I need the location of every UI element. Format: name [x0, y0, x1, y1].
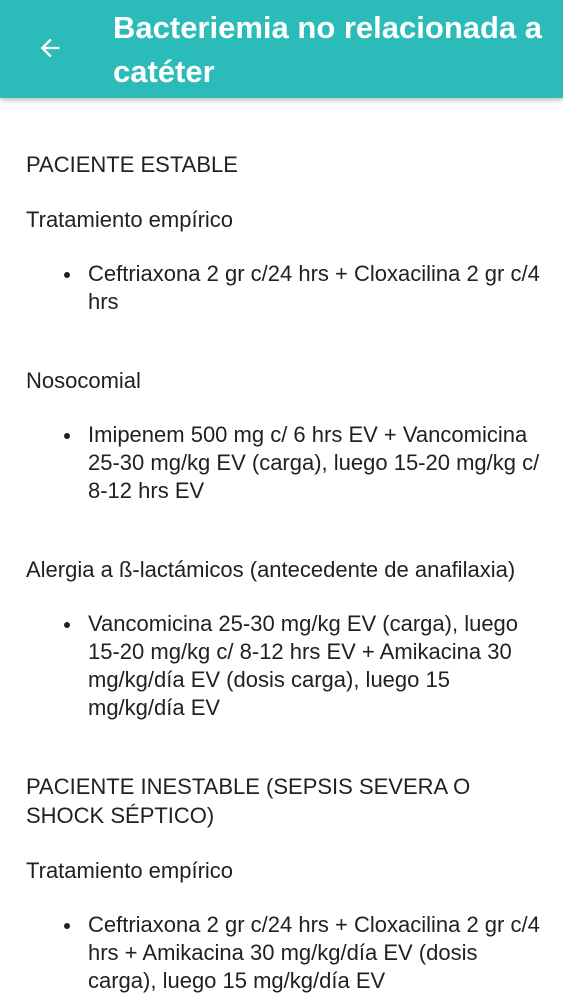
section-heading-stable: PACIENTE ESTABLE [26, 152, 238, 177]
subheading-allergy: Alergia a ß-lactámicos (antecedente de anafilaxia) [26, 557, 516, 582]
back-button[interactable] [28, 26, 72, 70]
bullet-icon [64, 622, 70, 628]
list-item-text: Imipenem 500 mg c/ 6 hrs EV + Vancomicina 25-30 mg/kg EV (carga), luego 15-20 mg/kg c/ 8-12 hrs EV [88, 422, 540, 503]
content-scroll-area[interactable] [0, 98, 563, 1000]
bullet-icon [64, 433, 70, 439]
page-title: Bacteriemia no relacionada a catéter [113, 10, 543, 89]
subheading-nosocomial: Nosocomial [26, 368, 141, 393]
list-item [88, 260, 541, 316]
subheading-empiric-treatment: Tratamiento empírico [26, 858, 234, 883]
treatment-list [26, 911, 541, 995]
list-item-text: Ceftriaxona 2 gr c/24 hrs + Cloxacilina 2 gr c/4 hrs [88, 261, 540, 314]
treatment-list [26, 421, 541, 505]
list-item [88, 911, 541, 995]
treatment-list [26, 610, 541, 722]
list-item [88, 610, 541, 722]
treatment-list [26, 260, 541, 316]
section-heading-unstable: PACIENTE INESTABLE (SEPSIS SEVERA O SHOCK SÉPTICO) [26, 774, 471, 828]
bullet-icon [64, 923, 70, 929]
list-item-text: Vancomicina 25-30 mg/kg EV (carga), luego 15-20 mg/kg c/ 8-12 hrs EV + Amikacina 30 mg/kg/día EV (dosis carga), luego 15 mg/kg/día EV [88, 611, 519, 720]
list-item-text: Ceftriaxona 2 gr c/24 hrs + Cloxacilina 2 gr c/4 hrs + Amikacina 30 mg/kg/día EV (dosis carga), luego 15 mg/kg/día EV [88, 912, 540, 993]
app-bar [0, 0, 563, 98]
list-item [88, 421, 541, 505]
subheading-empiric-treatment: Tratamiento empírico [26, 207, 234, 232]
bullet-icon [64, 272, 70, 278]
arrow-left-icon [36, 34, 64, 62]
